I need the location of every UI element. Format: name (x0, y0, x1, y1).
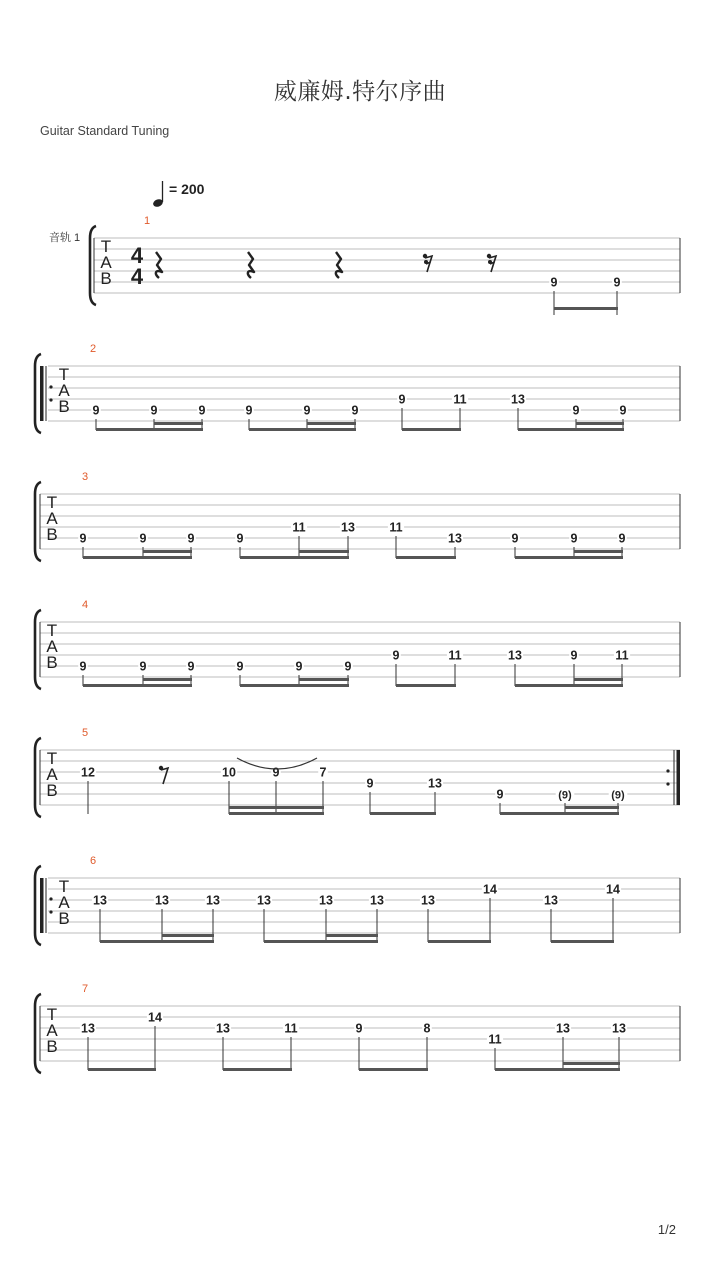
beam-16th (574, 678, 623, 681)
tab-note (197, 404, 207, 431)
tab-clef-letter: B (46, 525, 58, 544)
tab-note (235, 532, 245, 559)
tab-note (256, 894, 272, 943)
fret-number: 9 (550, 275, 558, 290)
tab-note (507, 649, 523, 687)
tab-clef-letter: B (46, 781, 58, 800)
fret-number: 13 (341, 520, 355, 535)
tab-clef-letter: T (58, 877, 70, 896)
fret-number: 11 (292, 520, 306, 535)
tab-clef-letter: A (46, 1021, 58, 1040)
tab-note (302, 404, 312, 431)
tab-note (447, 532, 463, 559)
repeat-dot (49, 897, 52, 900)
tab-clef-letter: A (58, 893, 70, 912)
fret-number: 11 (448, 648, 462, 663)
beam-8th (402, 428, 461, 431)
track-name: 音轨 1 (49, 232, 81, 244)
fret-number: 13 (206, 893, 220, 908)
beam-8th (551, 940, 614, 943)
fret-number: 13 (93, 893, 107, 908)
beam-8th (264, 940, 378, 943)
tab-note (350, 404, 360, 431)
beam-16th (565, 806, 619, 809)
tab-note (78, 660, 88, 687)
fret-number: 9 (187, 659, 195, 674)
tab-note (391, 649, 401, 687)
fret-number: 9 (511, 531, 519, 546)
fret-number: 9 (295, 659, 303, 674)
beam-16th (299, 678, 349, 681)
tab-note (186, 532, 196, 559)
tab-note (427, 777, 443, 815)
time-sig-bottom: 4 (130, 264, 144, 289)
fret-number: 13 (421, 893, 435, 908)
tab-note (215, 1022, 231, 1071)
fret-number: 9 (355, 1021, 363, 1036)
tab-note (571, 404, 581, 431)
fret-number: 13 (544, 893, 558, 908)
tempo-value: = 200 (169, 181, 205, 197)
tab-clef-letter: T (46, 1005, 58, 1024)
tab-clef-letter: B (46, 1037, 58, 1056)
tab-note (91, 404, 101, 431)
tab-note (365, 777, 375, 815)
tab-note (452, 393, 468, 431)
song-title: 威廉姆.特尔序曲 (273, 79, 447, 105)
tab-note (397, 393, 407, 431)
tab-note (569, 532, 579, 559)
eighth-rest-icon (159, 766, 168, 784)
repeat-end-thick-bar (677, 750, 681, 805)
fret-number: 9 (79, 531, 87, 546)
repeat-dot (49, 910, 52, 913)
tab-clef-letter: A (100, 253, 112, 272)
fret-number: 9 (198, 403, 206, 418)
tab-note (294, 660, 304, 687)
fret-number: (9) (558, 789, 572, 802)
tab-note (138, 660, 148, 687)
fret-number: 11 (284, 1021, 298, 1036)
bar-number: 6 (90, 855, 97, 867)
fret-number: 9 (187, 531, 195, 546)
fret-number: 14 (606, 882, 620, 897)
tab-note (422, 1022, 432, 1071)
beam-8th (518, 428, 624, 431)
beam-8th (240, 556, 349, 559)
tab-system (90, 215, 680, 315)
beam-8th (396, 556, 456, 559)
tab-note (388, 521, 404, 559)
tab-clef-letter: T (46, 749, 58, 768)
fret-number: 13 (511, 392, 525, 407)
fret-number: 11 (488, 1032, 502, 1047)
fret-number: 9 (496, 787, 504, 802)
fret-number: (9) (611, 789, 625, 802)
bar-number: 3 (82, 471, 89, 483)
repeat-dot (49, 385, 52, 388)
tab-system (35, 855, 680, 945)
fret-number: 11 (453, 392, 467, 407)
tab-note (235, 660, 245, 687)
beam-16th (563, 1062, 620, 1065)
tab-system (35, 599, 680, 689)
beam-8th (500, 812, 619, 815)
tab-note (80, 1022, 96, 1071)
tab-note (609, 788, 628, 814)
fret-number: 9 (139, 531, 147, 546)
tab-system (35, 471, 680, 561)
tab-clef-letter: B (100, 269, 112, 288)
beam-16th (229, 806, 324, 809)
tab-note (149, 404, 159, 431)
repeat-dot (666, 782, 669, 785)
fret-number: 9 (150, 403, 158, 418)
fret-number: 9 (572, 403, 580, 418)
fret-number: 9 (392, 648, 400, 663)
fret-number: 13 (508, 648, 522, 663)
beam-8th (223, 1068, 292, 1071)
fret-number: 13 (257, 893, 271, 908)
beam-16th (574, 550, 623, 553)
fret-number: 13 (81, 1021, 95, 1036)
fret-number: 13 (155, 893, 169, 908)
time-signature (131, 243, 144, 289)
fret-number: 13 (612, 1021, 626, 1036)
tab-clef-letter: B (58, 397, 70, 416)
tab-clef-letter: T (46, 621, 58, 640)
time-sig-top: 4 (130, 243, 144, 268)
tab-note (543, 894, 559, 943)
tab-note (487, 1033, 503, 1071)
fret-number: 9 (236, 659, 244, 674)
beam-16th (576, 422, 624, 425)
beam-16th (143, 678, 192, 681)
bar-number: 1 (144, 215, 151, 227)
tempo-marking (152, 181, 205, 208)
fret-number: 8 (423, 1021, 431, 1036)
beam-8th (249, 428, 356, 431)
beam-8th (240, 684, 349, 687)
tab-clef-letter: A (46, 509, 58, 528)
quarter-rest-icon (248, 252, 254, 278)
repeat-start-thick-bar (40, 366, 44, 421)
beam-8th (515, 556, 623, 559)
beam-8th (83, 684, 192, 687)
fret-number: 9 (366, 776, 374, 791)
beam-8th (370, 812, 436, 815)
fret-number: 9 (619, 403, 627, 418)
quarter-rest-icon (336, 252, 342, 278)
tab-note (617, 532, 627, 559)
tab-clef-letter: B (58, 909, 70, 928)
beam-16th (143, 550, 192, 553)
fret-number: 9 (613, 275, 621, 290)
tab-note (186, 660, 196, 687)
fret-number: 9 (570, 648, 578, 663)
repeat-start-thick-bar (40, 878, 44, 933)
tab-clef-letter: A (58, 381, 70, 400)
tab-system (35, 727, 680, 817)
fret-number: 13 (319, 893, 333, 908)
tab-note (138, 532, 148, 559)
beam-8th (229, 812, 324, 815)
beam-8th (100, 940, 214, 943)
beam-8th (96, 428, 203, 431)
fret-number: 14 (148, 1010, 162, 1025)
bar-number: 2 (90, 343, 97, 355)
fret-number: 10 (222, 765, 236, 780)
repeat-dot (49, 398, 52, 401)
fret-number: 13 (216, 1021, 230, 1036)
tuning-label: Guitar Standard Tuning (40, 124, 170, 138)
fret-number: 9 (245, 403, 253, 418)
fret-number: 9 (92, 403, 100, 418)
beam-8th (359, 1068, 428, 1071)
beam-16th (299, 550, 349, 553)
beam-16th (162, 934, 214, 937)
fret-number: 9 (570, 531, 578, 546)
page-number: 1/2 (657, 1222, 676, 1237)
tab-note (420, 894, 436, 943)
tab-note (80, 766, 96, 815)
fret-number: 13 (556, 1021, 570, 1036)
tab-note (447, 649, 463, 687)
tab-note (244, 404, 254, 431)
tab-clef-letter: B (46, 653, 58, 672)
beam-8th (515, 684, 623, 687)
fret-number: 7 (319, 765, 327, 780)
tab-note (618, 404, 628, 431)
fret-number: 9 (236, 531, 244, 546)
tab-clef-letter: A (46, 765, 58, 784)
fret-number: 9 (303, 403, 311, 418)
fret-number: 13 (448, 531, 462, 546)
tab-note (354, 1022, 364, 1071)
tab-clef-letter: A (46, 637, 58, 656)
fret-number: 9 (139, 659, 147, 674)
fret-number: 12 (81, 765, 95, 780)
fret-number: 9 (272, 765, 280, 780)
tab-note (495, 788, 505, 815)
fret-number: 9 (351, 403, 359, 418)
tab-clef-letter: T (46, 493, 58, 512)
tab-note (510, 532, 520, 559)
fret-number: 13 (428, 776, 442, 791)
tab-note (283, 1022, 299, 1071)
tab-note (556, 788, 575, 814)
quarter-rest-icon (156, 252, 162, 278)
tab-note (343, 660, 353, 687)
fret-number: 13 (370, 893, 384, 908)
fret-number: 9 (618, 531, 626, 546)
tab-system (35, 343, 680, 433)
tab-clef-letter: T (100, 237, 112, 256)
fret-number: 11 (389, 520, 403, 535)
sixteenth-rest-icon (487, 254, 496, 272)
bar-number: 7 (82, 983, 89, 995)
sixteenth-rest-icon (423, 254, 432, 272)
bar-number: 4 (82, 599, 89, 611)
beam-16th (554, 307, 618, 310)
fret-number: 9 (398, 392, 406, 407)
beam-8th (428, 940, 491, 943)
beam-16th (154, 422, 203, 425)
tab-note (92, 894, 108, 943)
fret-number: 9 (344, 659, 352, 674)
tab-clef-letter: T (58, 365, 70, 384)
beam-8th (495, 1068, 620, 1071)
beam-8th (83, 556, 192, 559)
tab-system (35, 983, 680, 1073)
fret-number: 11 (615, 648, 629, 663)
beam-16th (326, 934, 378, 937)
fret-number: 14 (483, 882, 497, 897)
beam-8th (396, 684, 456, 687)
tab-note (78, 532, 88, 559)
beam-8th (88, 1068, 156, 1071)
beam-16th (307, 422, 356, 425)
repeat-dot (666, 769, 669, 772)
bar-number: 5 (82, 727, 89, 739)
tab-note (510, 393, 526, 431)
fret-number: 9 (79, 659, 87, 674)
